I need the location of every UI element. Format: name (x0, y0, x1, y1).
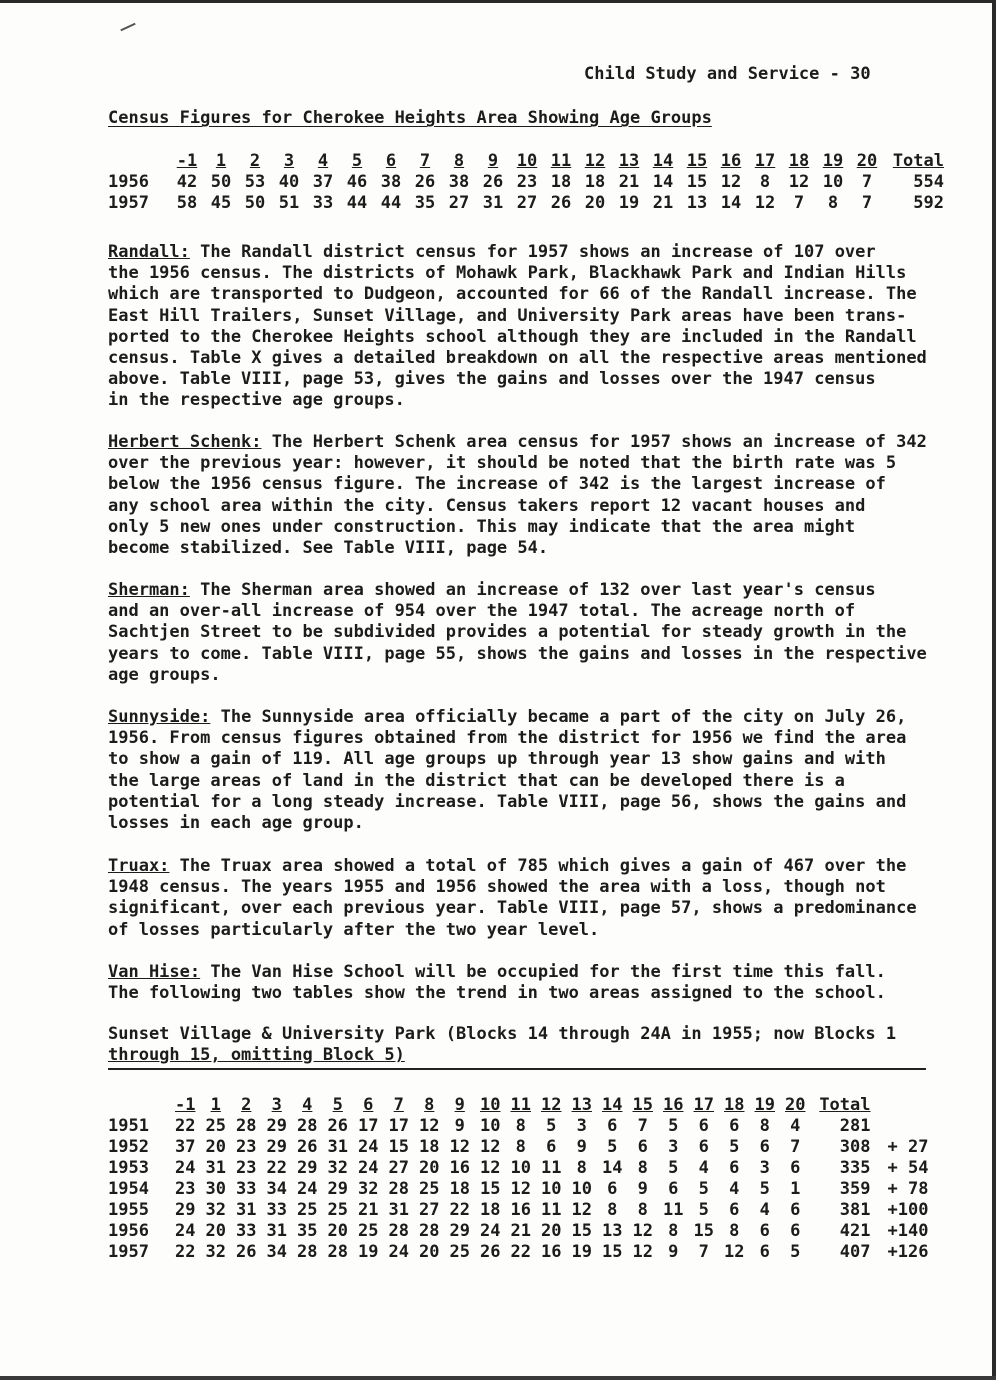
change-cell (871, 1115, 929, 1136)
value-cell: 20 (205, 1220, 226, 1241)
value-cell: 6 (729, 1157, 740, 1178)
value-cell: 31 (327, 1136, 348, 1157)
age-header-cell: 3 (271, 1094, 282, 1115)
value-cell: 12 (480, 1136, 501, 1157)
paragraph-truax: Truax: The Truax area showed a total of 785 which gives a gain of 467 over the 1948 census. The years 1955 and 1956 showed the area with a loss, though not significant, over each previous year. Table VIII, page 57, shows a predominance of losses particularly after the two year level. (108, 856, 917, 940)
value-cell: 15 (686, 171, 708, 192)
value-cell: 15 (571, 1220, 592, 1241)
age-header-cell: 2 (241, 1094, 252, 1115)
paragraph-label: Randall: (108, 242, 190, 262)
value-cell: 27 (419, 1199, 440, 1220)
value-cell: 7 (861, 192, 873, 213)
value-cell: 9 (454, 1115, 465, 1136)
value-cell: 58 (176, 192, 198, 213)
value-cell: 7 (793, 192, 805, 213)
value-cell: 46 (346, 171, 368, 192)
value-cell: 40 (278, 171, 300, 192)
value-cell: 38 (380, 171, 402, 192)
value-cell: 24 (480, 1220, 501, 1241)
table-row (108, 1241, 929, 1262)
value-cell: 28 (388, 1178, 409, 1199)
year-cell: 1952 (108, 1136, 149, 1157)
value-cell: 16 (510, 1199, 531, 1220)
value-cell: 5 (668, 1115, 679, 1136)
value-cell: 33 (266, 1199, 287, 1220)
value-cell: 28 (297, 1115, 318, 1136)
age-header-cell: 4 (302, 1094, 313, 1115)
age-header-cell: 13 (571, 1094, 592, 1115)
value-cell: 12 (720, 171, 742, 192)
value-cell: 10 (480, 1115, 501, 1136)
year-cell: 1953 (108, 1157, 149, 1178)
age-header-cell: 16 (663, 1094, 684, 1115)
value-cell: 32 (327, 1157, 348, 1178)
value-cell: 12 (510, 1178, 531, 1199)
table-subtitle: Sunset Village & University Park (Blocks 14 through 24A in 1955; now Blocks 1 through 15, omitting Block 5) (108, 1024, 897, 1065)
value-cell: 31 (236, 1199, 257, 1220)
value-cell: 8 (637, 1157, 648, 1178)
change-cell: + 78 (887, 1178, 929, 1199)
value-cell: 24 (358, 1136, 379, 1157)
year-cell: 1957 (108, 192, 149, 213)
age-header-cell: 1 (215, 150, 227, 171)
age-header-cell: 9 (487, 150, 499, 171)
scan-edge-top (0, 0, 996, 3)
value-cell: 6 (698, 1115, 709, 1136)
age-header-cell: 8 (453, 150, 465, 171)
value-cell: 26 (236, 1241, 257, 1262)
value-cell: 26 (414, 171, 436, 192)
value-cell: 17 (358, 1115, 379, 1136)
value-cell: 19 (618, 192, 640, 213)
value-cell: 23 (516, 171, 538, 192)
table-row (108, 1178, 929, 1199)
table-header-row (108, 1094, 929, 1115)
value-cell: 6 (729, 1115, 740, 1136)
age-header-cell: 17 (754, 150, 776, 171)
value-cell: 23 (175, 1178, 196, 1199)
year-cell: 1955 (108, 1199, 149, 1220)
value-cell: 5 (729, 1136, 740, 1157)
value-cell: 15 (602, 1241, 623, 1262)
value-cell: 3 (759, 1157, 770, 1178)
value-cell: 23 (236, 1157, 257, 1178)
value-cell: 32 (358, 1178, 379, 1199)
value-cell: 29 (449, 1220, 470, 1241)
value-cell: 1 (790, 1178, 801, 1199)
value-cell: 12 (724, 1241, 745, 1262)
value-cell: 25 (419, 1178, 440, 1199)
value-cell: 20 (205, 1136, 226, 1157)
value-cell: 14 (602, 1157, 623, 1178)
age-header-cell: 8 (424, 1094, 435, 1115)
age-header-cell: 5 (332, 1094, 343, 1115)
value-cell: 50 (210, 171, 232, 192)
scan-edge-right (992, 0, 996, 1380)
value-cell: 21 (358, 1199, 379, 1220)
value-cell: 18 (480, 1199, 501, 1220)
value-cell: 4 (790, 1115, 801, 1136)
value-cell: 22 (175, 1115, 196, 1136)
total-cell: 308 (839, 1136, 871, 1157)
value-cell: 35 (414, 192, 436, 213)
age-header-cell: 10 (480, 1094, 501, 1115)
table-row (108, 1157, 929, 1178)
value-cell: 9 (576, 1136, 587, 1157)
value-cell: 28 (419, 1220, 440, 1241)
table-row (108, 171, 944, 192)
table-row (108, 1136, 929, 1157)
value-cell: 12 (571, 1199, 592, 1220)
value-cell: 26 (550, 192, 572, 213)
change-cell: + 54 (887, 1157, 929, 1178)
header-blank-cell (108, 150, 170, 171)
year-cell: 1956 (108, 1220, 149, 1241)
value-cell: 24 (388, 1241, 409, 1262)
value-cell: 12 (632, 1220, 653, 1241)
value-cell: 28 (297, 1241, 318, 1262)
value-cell: 26 (327, 1115, 348, 1136)
value-cell: 18 (584, 171, 606, 192)
value-cell: 12 (480, 1157, 501, 1178)
paragraph-van-hise: Van Hise: The Van Hise School will be occupied for the first time this fall. The following two tables show the trend in two areas assigned to the school. (108, 962, 886, 1004)
value-cell: 8 (759, 1115, 770, 1136)
value-cell: 20 (541, 1220, 562, 1241)
cherokee-census-table (108, 150, 944, 213)
value-cell: 16 (541, 1241, 562, 1262)
table-row (108, 192, 944, 213)
value-cell: 27 (388, 1157, 409, 1178)
value-cell: 22 (449, 1199, 470, 1220)
value-cell: 6 (546, 1136, 557, 1157)
age-header-cell: 3 (283, 150, 295, 171)
value-cell: 5 (668, 1157, 679, 1178)
value-cell: 24 (175, 1220, 196, 1241)
change-cell: + 27 (887, 1136, 929, 1157)
age-header-cell: -1 (176, 150, 198, 171)
value-cell: 5 (759, 1178, 770, 1199)
age-header-cell: 14 (652, 150, 674, 171)
total-cell: 281 (839, 1115, 871, 1136)
sunset-village-census-table (108, 1094, 929, 1262)
value-cell: 8 (668, 1220, 679, 1241)
age-header-cell: 16 (720, 150, 742, 171)
value-cell: 5 (546, 1115, 557, 1136)
value-cell: 6 (759, 1241, 770, 1262)
value-cell: 29 (266, 1115, 287, 1136)
paragraph-herbert-schenk: Herbert Schenk: The Herbert Schenk area census for 1957 shows an increase of 342 over the previous year: however, it should be noted that the birth rate was 5 below the 1956 census figure. The increase of 342 is the largest increase of any school area within the city. Census takers report 12 vacant houses and only 5 new ones under construction. This may indicate that the area might become stabilized. See Table VIII, page 54. (108, 432, 927, 559)
value-cell: 23 (236, 1136, 257, 1157)
total-cell: 592 (913, 192, 944, 213)
value-cell: 34 (266, 1241, 287, 1262)
value-cell: 21 (652, 192, 674, 213)
value-cell: 32 (205, 1199, 226, 1220)
scan-edge-bottom (0, 1376, 996, 1380)
page-title: Census Figures for Cherokee Heights Area Showing Age Groups (108, 108, 712, 128)
value-cell: 6 (759, 1220, 770, 1241)
value-cell: 33 (236, 1220, 257, 1241)
change-cell: +100 (887, 1199, 929, 1220)
age-header-cell: 7 (419, 150, 431, 171)
value-cell: 6 (790, 1157, 801, 1178)
value-cell: 20 (419, 1157, 440, 1178)
value-cell: 6 (607, 1178, 618, 1199)
value-cell: 15 (693, 1220, 714, 1241)
page-header: Child Study and Service - 30 (584, 64, 871, 84)
value-cell: 24 (175, 1157, 196, 1178)
total-cell: 407 (839, 1241, 871, 1262)
age-header-cell: 15 (632, 1094, 653, 1115)
value-cell: 14 (720, 192, 742, 213)
table-row (108, 1115, 929, 1136)
value-cell: 28 (388, 1220, 409, 1241)
value-cell: 9 (668, 1241, 679, 1262)
age-header-cell: 6 (385, 150, 397, 171)
value-cell: 45 (210, 192, 232, 213)
value-cell: 10 (571, 1178, 592, 1199)
value-cell: 13 (686, 192, 708, 213)
value-cell: 5 (790, 1241, 801, 1262)
value-cell: 22 (175, 1241, 196, 1262)
value-cell: 6 (790, 1220, 801, 1241)
value-cell: 10 (541, 1178, 562, 1199)
age-header-cell: 20 (785, 1094, 806, 1115)
value-cell: 37 (175, 1136, 196, 1157)
paragraph-sherman: Sherman: The Sherman area showed an increase of 132 over last year's census and an over-all increase of 954 over the 1947 total. The acreage north of Sachtjen Street to be subdivided provides a potential for steady growth in the years to come. Table VIII, page 55, shows the gains and losses in the respective age groups. (108, 580, 927, 685)
paragraph-label: Van Hise: (108, 962, 201, 982)
value-cell: 8 (576, 1157, 587, 1178)
paragraph-label: Sherman: (108, 580, 190, 600)
age-header-cell: 9 (454, 1094, 465, 1115)
value-cell: 6 (607, 1115, 618, 1136)
change-cell: +126 (887, 1241, 929, 1262)
age-header-cell: 11 (510, 1094, 531, 1115)
value-cell: 29 (266, 1136, 287, 1157)
value-cell: 6 (759, 1136, 770, 1157)
age-header-cell: 20 (856, 150, 878, 171)
value-cell: 12 (754, 192, 776, 213)
table-row (108, 1220, 929, 1241)
value-cell: 4 (759, 1199, 770, 1220)
value-cell: 25 (449, 1241, 470, 1262)
paragraph-label: Herbert Schenk: (108, 432, 262, 452)
value-cell: 10 (510, 1157, 531, 1178)
age-header-cell: 4 (317, 150, 329, 171)
age-header-cell: 17 (693, 1094, 714, 1115)
value-cell: 33 (236, 1178, 257, 1199)
value-cell: 6 (668, 1178, 679, 1199)
value-cell: 3 (668, 1136, 679, 1157)
age-header-cell: -1 (175, 1094, 196, 1115)
value-cell: 34 (266, 1178, 287, 1199)
age-header-cell: 7 (393, 1094, 404, 1115)
value-cell: 18 (449, 1178, 470, 1199)
value-cell: 26 (480, 1241, 501, 1262)
value-cell: 8 (827, 192, 839, 213)
value-cell: 31 (482, 192, 504, 213)
value-cell: 31 (388, 1199, 409, 1220)
value-cell: 10 (822, 171, 844, 192)
value-cell: 44 (380, 192, 402, 213)
change-cell: +140 (887, 1220, 929, 1241)
total-cell: 335 (839, 1157, 871, 1178)
value-cell: 8 (515, 1136, 526, 1157)
value-cell: 25 (358, 1220, 379, 1241)
value-cell: 30 (205, 1178, 226, 1199)
value-cell: 15 (388, 1136, 409, 1157)
value-cell: 6 (729, 1199, 740, 1220)
value-cell: 42 (176, 171, 198, 192)
value-cell: 24 (358, 1157, 379, 1178)
age-header-cell: 19 (754, 1094, 775, 1115)
value-cell: 28 (327, 1241, 348, 1262)
value-cell: 29 (175, 1199, 196, 1220)
year-cell: 1954 (108, 1178, 149, 1199)
value-cell: 8 (607, 1199, 618, 1220)
value-cell: 7 (698, 1241, 709, 1262)
value-cell: 11 (663, 1199, 684, 1220)
total-cell: 381 (839, 1199, 871, 1220)
value-cell: 25 (327, 1199, 348, 1220)
total-header-cell: Total (819, 1094, 871, 1115)
age-header-cell: 12 (541, 1094, 562, 1115)
value-cell: 6 (637, 1136, 648, 1157)
value-cell: 8 (729, 1220, 740, 1241)
value-cell: 44 (346, 192, 368, 213)
value-cell: 7 (861, 171, 873, 192)
age-header-cell: 18 (724, 1094, 745, 1115)
value-cell: 20 (584, 192, 606, 213)
value-cell: 12 (632, 1241, 653, 1262)
total-cell: 359 (839, 1178, 871, 1199)
year-cell: 1951 (108, 1115, 149, 1136)
value-cell: 26 (297, 1136, 318, 1157)
value-cell: 13 (602, 1220, 623, 1241)
value-cell: 18 (419, 1136, 440, 1157)
value-cell: 18 (550, 171, 572, 192)
value-cell: 31 (266, 1220, 287, 1241)
value-cell: 7 (790, 1136, 801, 1157)
value-cell: 7 (637, 1115, 648, 1136)
value-cell: 12 (419, 1115, 440, 1136)
value-cell: 17 (388, 1115, 409, 1136)
paragraph-label: Truax: (108, 856, 170, 876)
paragraph-randall: Randall: The Randall district census for 1957 shows an increase of 107 over the 1956 census. The districts of Mohawk Park, Blackhawk Park and Indian Hills which are transported to Dudgeon, accounted for 66 of the Randall increase. The East Hill Trailers, Sunset Village, and University Park areas have been trans- ported to the Cherokee Heights school although they are included in the Randall census. Table X gives a detailed breakdown on all the respective areas mentioned above. Table VIII, page 53, gives the gains and losses over the 1947 census in the respective age groups. (108, 242, 927, 411)
value-cell: 35 (297, 1220, 318, 1241)
paragraph-label: Sunnyside: (108, 707, 211, 727)
age-header-cell: 5 (351, 150, 363, 171)
value-cell: 22 (510, 1241, 531, 1262)
pencil-mark (120, 23, 135, 32)
value-cell: 9 (637, 1178, 648, 1199)
value-cell: 5 (607, 1136, 618, 1157)
age-header-cell: 18 (788, 150, 810, 171)
age-header-cell: 14 (602, 1094, 623, 1115)
value-cell: 27 (448, 192, 470, 213)
value-cell: 37 (312, 171, 334, 192)
value-cell: 27 (516, 192, 538, 213)
value-cell: 5 (698, 1178, 709, 1199)
value-cell: 24 (297, 1178, 318, 1199)
value-cell: 32 (205, 1241, 226, 1262)
value-cell: 8 (515, 1115, 526, 1136)
value-cell: 20 (419, 1241, 440, 1262)
table-header-row (108, 150, 944, 171)
age-header-cell: 11 (550, 150, 572, 171)
age-header-cell: 13 (618, 150, 640, 171)
value-cell: 6 (698, 1136, 709, 1157)
table-row (108, 1199, 929, 1220)
value-cell: 8 (637, 1199, 648, 1220)
value-cell: 4 (698, 1157, 709, 1178)
value-cell: 19 (571, 1241, 592, 1262)
value-cell: 19 (358, 1241, 379, 1262)
value-cell: 4 (729, 1178, 740, 1199)
value-cell: 28 (236, 1115, 257, 1136)
age-header-cell: 2 (249, 150, 261, 171)
paragraph-sunnyside: Sunnyside: The Sunnyside area officially became a part of the city on July 26, 1956. From census figures obtained from the district for 1956 we find the area to show a gain of 119. All age groups up through year 13 show gains and with the large areas of land in the district that can be developed there is a potential for a long steady increase. Table VIII, page 56, shows the gains and losses in each age group. (108, 707, 907, 834)
value-cell: 8 (759, 171, 771, 192)
value-cell: 3 (576, 1115, 587, 1136)
value-cell: 11 (541, 1157, 562, 1178)
age-header-cell: 15 (686, 150, 708, 171)
value-cell: 6 (790, 1199, 801, 1220)
age-header-cell: 10 (516, 150, 538, 171)
value-cell: 14 (652, 171, 674, 192)
value-cell: 21 (618, 171, 640, 192)
value-cell: 50 (244, 192, 266, 213)
age-header-cell: 19 (822, 150, 844, 171)
value-cell: 12 (449, 1136, 470, 1157)
total-cell: 421 (839, 1220, 871, 1241)
value-cell: 21 (510, 1220, 531, 1241)
header-blank-cell (108, 1094, 170, 1115)
value-cell: 12 (788, 171, 810, 192)
value-cell: 22 (266, 1157, 287, 1178)
value-cell: 38 (448, 171, 470, 192)
value-cell: 53 (244, 171, 266, 192)
value-cell: 20 (327, 1220, 348, 1241)
value-cell: 15 (480, 1178, 501, 1199)
age-header-cell: 12 (584, 150, 606, 171)
value-cell: 5 (698, 1199, 709, 1220)
horizontal-rule (108, 1068, 926, 1070)
value-cell: 25 (297, 1199, 318, 1220)
value-cell: 16 (449, 1157, 470, 1178)
age-header-cell: 6 (363, 1094, 374, 1115)
value-cell: 51 (278, 192, 300, 213)
total-cell: 554 (913, 171, 944, 192)
age-header-cell: 1 (210, 1094, 221, 1115)
value-cell: 11 (541, 1199, 562, 1220)
value-cell: 25 (205, 1115, 226, 1136)
value-cell: 31 (205, 1157, 226, 1178)
total-header-cell: Total (892, 150, 944, 171)
value-cell: 29 (297, 1157, 318, 1178)
year-cell: 1957 (108, 1241, 149, 1262)
value-cell: 29 (327, 1178, 348, 1199)
year-cell: 1956 (108, 171, 149, 192)
value-cell: 26 (482, 171, 504, 192)
diff-header-cell (871, 1094, 929, 1115)
value-cell: 33 (312, 192, 334, 213)
